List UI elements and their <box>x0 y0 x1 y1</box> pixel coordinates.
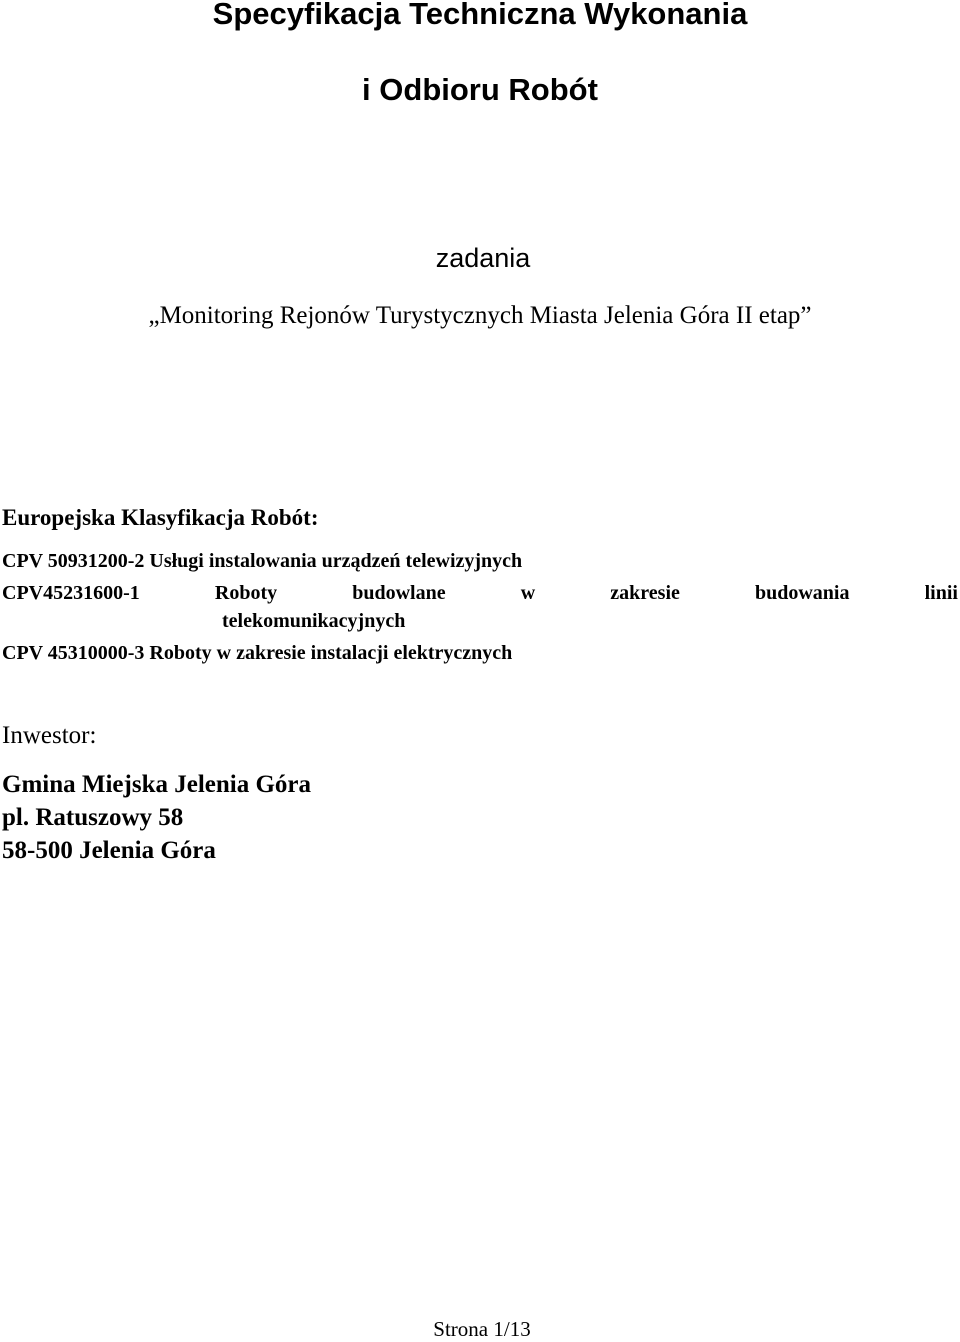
cpv-item-2-word: Roboty <box>214 582 278 604</box>
cpv-item-2-word: budowlane <box>352 582 446 604</box>
investor-label: Inwestor: <box>2 722 97 749</box>
cpv-item-1: CPV 50931200-2 Usługi instalowania urządzeń telewizyjnych <box>2 550 523 572</box>
cpv-item-2-word: budowania <box>754 582 850 604</box>
investor-street: pl. Ratuszowy 58 <box>2 804 184 831</box>
cpv-item-2 <box>2 582 958 605</box>
investor-name: Gmina Miejska Jelenia Góra <box>2 771 311 798</box>
classification-heading: Europejska Klasyfikacja Robót: <box>2 505 319 530</box>
cpv-item-2-word: linii <box>924 582 958 604</box>
document-title-line2: i Odbioru Robót <box>362 72 598 107</box>
task-label: zadania <box>435 243 531 273</box>
cpv-item-2-word: w <box>520 582 536 604</box>
cpv-item-2-word: zakresie <box>610 582 680 604</box>
document-title-line1: Specyfikacja Techniczna Wykonania <box>212 0 748 31</box>
page-number: Strona 1/13 <box>433 1317 531 1341</box>
investor-city: 58-500 Jelenia Góra <box>2 837 216 864</box>
task-name: „Monitoring Rejonów Turystycznych Miasta Jelenia Góra II etap” <box>148 302 812 329</box>
cpv-item-2-word: CPV45231600-1 <box>2 582 140 604</box>
cpv-item-2-continuation: telekomunikacyjnych <box>222 610 406 632</box>
cpv-item-3: CPV 45310000-3 Roboty w zakresie instalacji elektrycznych <box>2 642 513 664</box>
